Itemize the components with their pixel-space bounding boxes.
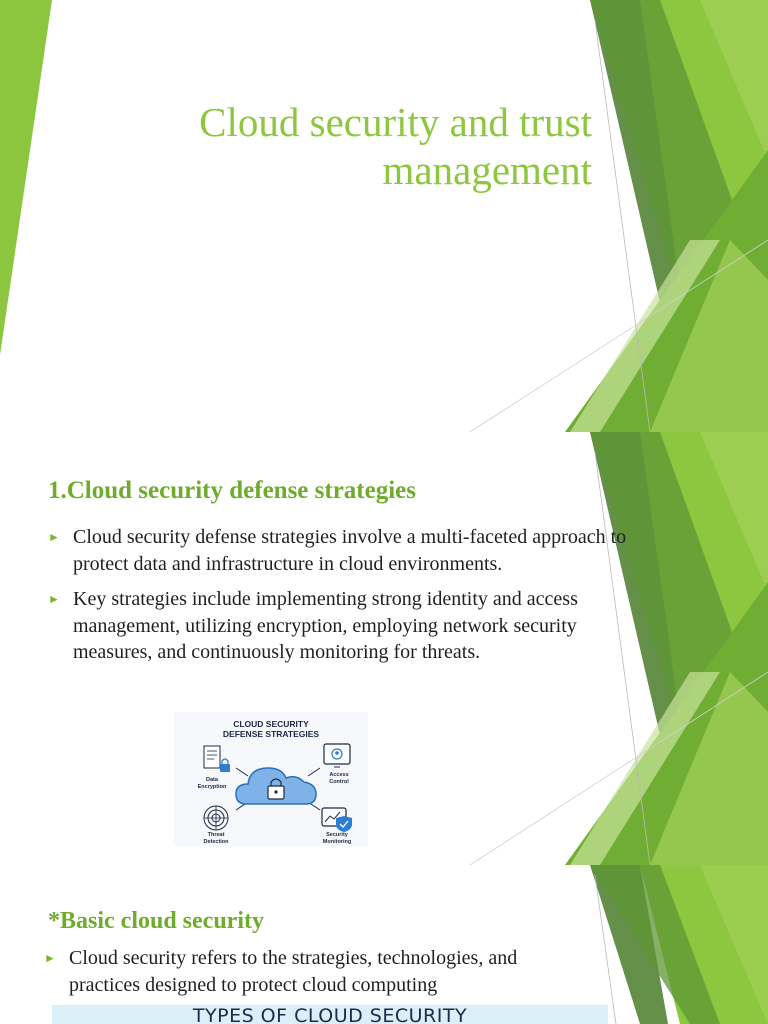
- section-heading: *Basic cloud security: [48, 908, 264, 934]
- defense-strategies-slide: [0, 432, 768, 865]
- access-control-label: Access Control: [329, 772, 349, 785]
- list-item: ► Key strategies include implementing strong identity and access management, utilizing encryption, employing network security measures, and continuously monitoring for threats.: [48, 588, 578, 663]
- arrow-bullet-icon: ►: [44, 951, 56, 965]
- list-item: ► Cloud security refers to the strategies, technologies, and practices designed to protect cloud computing: [44, 947, 518, 996]
- bullet-list: [48, 524, 633, 675]
- list-item: ► Cloud security defense strategies involve a multi-faceted approach to protect data and infrastructure in cloud environments.: [48, 526, 627, 575]
- defense-strategies-diagram: [174, 712, 368, 846]
- types-of-cloud-security-banner: TYPES OF CLOUD SECURITY: [52, 1005, 608, 1024]
- diagram-title: CLOUD SECURITY DEFENSE STRATEGIES: [222, 719, 320, 739]
- title-slide: [0, 0, 768, 432]
- slide-decoration: [0, 0, 768, 432]
- title-line-1: Cloud security and trust: [199, 99, 592, 145]
- threat-detection-label: Threat Detection: [203, 832, 229, 845]
- data-encryption-label: Data Encryption: [197, 777, 227, 790]
- bullet-list: [44, 945, 584, 1007]
- arrow-bullet-icon: ►: [48, 530, 60, 544]
- document-lock-icon: [204, 746, 230, 772]
- cloud-lock-icon: [236, 768, 316, 804]
- security-monitoring-icon: [322, 808, 352, 832]
- radar-icon: [204, 806, 228, 830]
- slide-title: [199, 98, 592, 194]
- basic-security-slide: [0, 865, 768, 1024]
- access-control-icon: [324, 744, 350, 767]
- section-heading: 1.Cloud security defense strategies: [48, 477, 416, 504]
- arrow-bullet-icon: ►: [48, 592, 60, 606]
- security-monitoring-label: Security Monitoring: [322, 832, 352, 845]
- title-line-2: management: [382, 147, 592, 193]
